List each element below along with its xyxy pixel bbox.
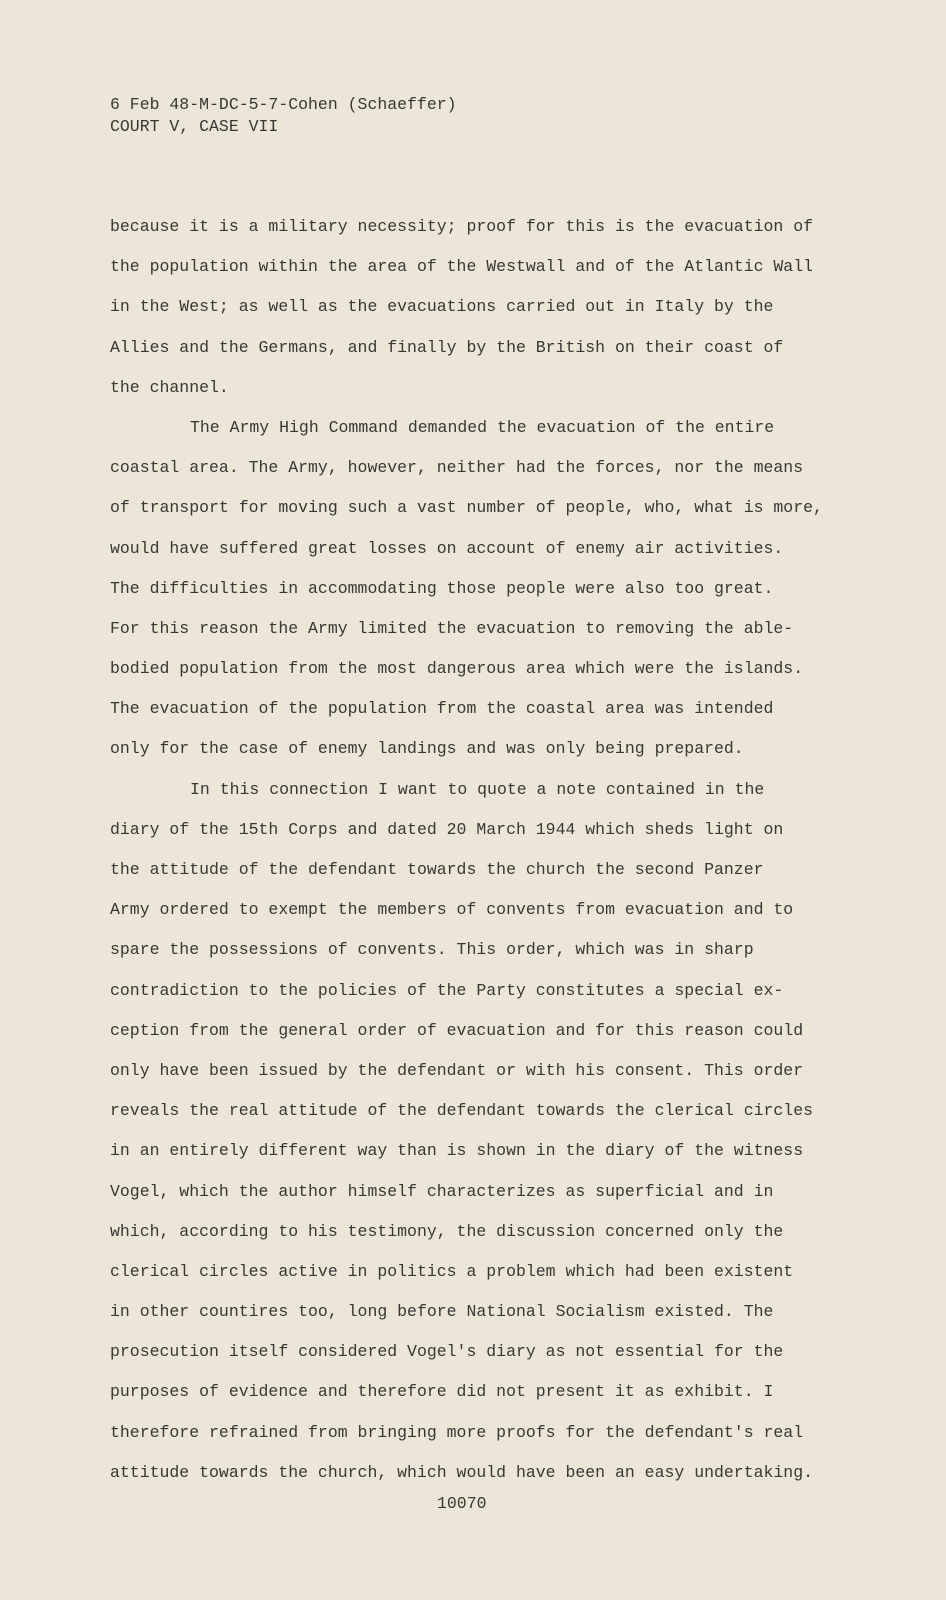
text-line: spare the possessions of convents. This order, which was in sharp bbox=[110, 940, 754, 960]
text-line: bodied population from the most dangerous area which were the islands. bbox=[110, 659, 804, 679]
text-line: In this connection I want to quote a note contained in the bbox=[190, 779, 765, 799]
text-line: clerical circles active in politics a problem which had been existent bbox=[110, 1261, 794, 1281]
text-line: only have been issued by the defendant or with his consent. This order bbox=[110, 1060, 804, 1080]
text-line: prosecution itself considered Vogel's diary as not essential for the bbox=[110, 1342, 784, 1362]
text-line: in an entirely different way than is shown in the diary of the witness bbox=[110, 1141, 804, 1161]
document-header bbox=[110, 94, 457, 138]
text-line: diary of the 15th Corps and dated 20 March 1944 which sheds light on bbox=[110, 819, 784, 839]
text-line: the population within the area of the Westwall and of the Atlantic Wall bbox=[110, 257, 814, 277]
text-line: in the West; as well as the evacuations carried out in Italy by the bbox=[110, 297, 774, 317]
text-line: purposes of evidence and therefore did not present it as exhibit. I bbox=[110, 1382, 774, 1402]
text-line: the attitude of the defendant towards the church the second Panzer bbox=[110, 860, 764, 879]
text-line: because it is a military necessity; proof for this is the evacuation of bbox=[110, 217, 814, 236]
text-line: ception from the general order of evacuation and for this reason could bbox=[110, 1020, 804, 1040]
text-line: of transport for moving such a vast number of people, who, what is more, bbox=[110, 498, 823, 518]
text-line: reveals the real attitude of the defendant towards the clerical circles bbox=[110, 1101, 814, 1121]
text-line: The Army High Command demanded the evacuation of the entire bbox=[190, 417, 775, 437]
header-reference: 6 Feb 48-M-DC-5-7-Cohen (Schaeffer) bbox=[110, 95, 457, 114]
text-line: Allies and the Germans, and finally by the British on their coast of bbox=[110, 337, 784, 357]
document-body bbox=[110, 213, 823, 1499]
text-line: Vogel, which the author himself characterizes as superficial and in bbox=[110, 1181, 774, 1201]
text-line: the channel. bbox=[110, 377, 229, 397]
text-line: in other countires too, long before National Socialism existed. The bbox=[110, 1302, 774, 1322]
text-line: The difficulties in accommodating those people were also too great. bbox=[110, 578, 774, 598]
header-court-case: COURT V, CASE VII bbox=[110, 117, 279, 136]
text-line: therefore refrained from bringing more proofs for the defendant's real bbox=[110, 1422, 804, 1442]
text-line: which, according to his testimony, the discussion concerned only the bbox=[110, 1221, 784, 1241]
text-line: coastal area. The Army, however, neither had the forces, nor the means bbox=[110, 458, 804, 478]
text-line: Army ordered to exempt the members of convents from evacuation and to bbox=[110, 900, 794, 920]
text-line: contradiction to the policies of the Party constitutes a special ex- bbox=[110, 980, 784, 1000]
text-line: only for the case of enemy landings and was only being prepared. bbox=[110, 739, 744, 759]
text-line: attitude towards the church, which would have been an easy undertaking. bbox=[110, 1462, 814, 1482]
page-number: 10070 bbox=[437, 1494, 487, 1513]
text-line: The evacuation of the population from the coastal area was intended bbox=[110, 699, 774, 719]
text-line: would have suffered great losses on account of enemy air activities. bbox=[110, 538, 784, 558]
text-line: For this reason the Army limited the evacuation to removing the able- bbox=[110, 618, 794, 638]
